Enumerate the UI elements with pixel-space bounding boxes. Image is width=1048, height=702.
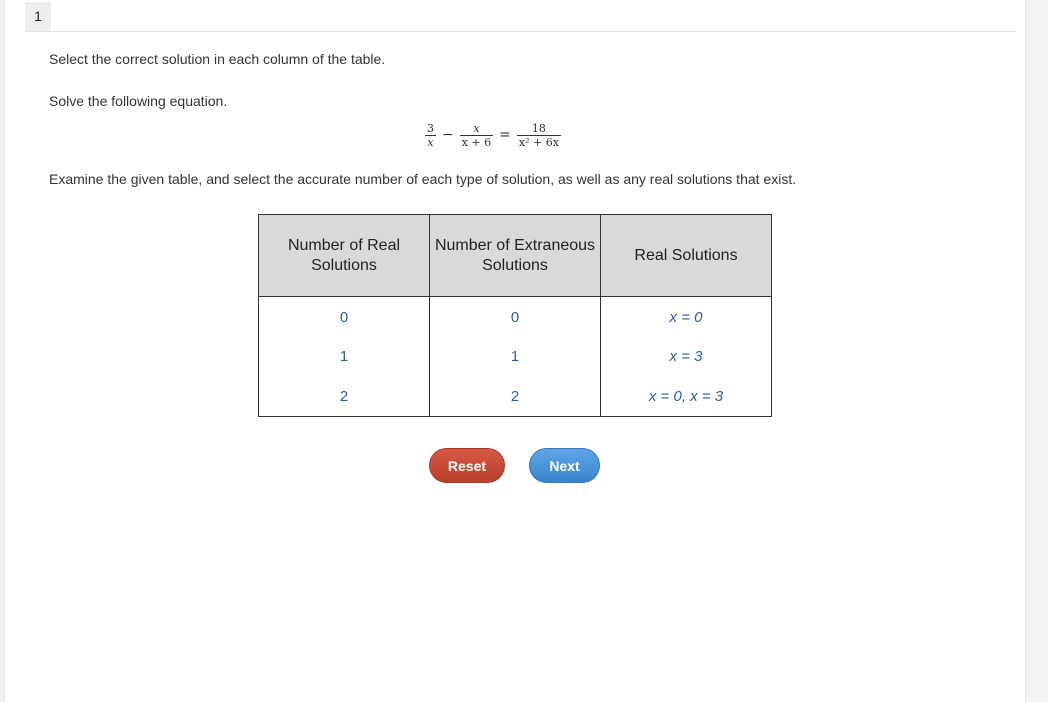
fraction-term2 — [460, 122, 493, 149]
term2-numerator: x — [473, 121, 480, 135]
header-extraneous-solutions-count: Number of Extraneous Solutions — [430, 215, 601, 297]
term1-numerator: 3 — [427, 121, 434, 135]
option-real-count-1[interactable]: 1 — [259, 337, 430, 377]
table-header-row — [259, 215, 772, 297]
option-real-count-0[interactable]: 0 — [259, 297, 430, 337]
prompt-text: Solve the following equation. — [49, 93, 228, 109]
table-row — [259, 377, 772, 417]
equation — [425, 118, 561, 152]
header-divider — [25, 31, 1016, 32]
rhs-denominator: x² + 6x — [518, 135, 559, 149]
term1-denominator: x — [427, 135, 434, 149]
term2-denominator: x + 6 — [461, 135, 492, 149]
table-row — [259, 297, 772, 337]
next-button[interactable]: Next — [529, 448, 600, 483]
rhs-numerator: 18 — [531, 121, 546, 135]
question-number: 1 — [25, 2, 51, 31]
equals-sign: = — [499, 127, 511, 143]
table-row — [259, 337, 772, 377]
option-solution-x0-x3[interactable]: x = 0, x = 3 — [601, 377, 772, 417]
option-extraneous-count-1[interactable]: 1 — [430, 337, 601, 377]
fraction-term1 — [425, 122, 436, 149]
option-extraneous-count-2[interactable]: 2 — [430, 377, 601, 417]
option-real-count-2[interactable]: 2 — [259, 377, 430, 417]
reset-button[interactable]: Reset — [429, 448, 505, 483]
header-real-solutions: Real Solutions — [601, 215, 772, 297]
fraction-rhs — [517, 122, 561, 149]
minus-sign: − — [442, 127, 454, 143]
examine-text: Examine the given table, and select the accurate number of each type of solution, as well as any real solutions that exist. — [49, 171, 797, 187]
header-real-solutions-count: Number of Real Solutions — [259, 215, 430, 297]
option-extraneous-count-0[interactable]: 0 — [430, 297, 601, 337]
option-solution-x0[interactable]: x = 0 — [601, 297, 772, 337]
option-solution-x3[interactable]: x = 3 — [601, 337, 772, 377]
instruction-text: Select the correct solution in each column of the table. — [49, 51, 386, 67]
solution-table — [258, 214, 772, 417]
